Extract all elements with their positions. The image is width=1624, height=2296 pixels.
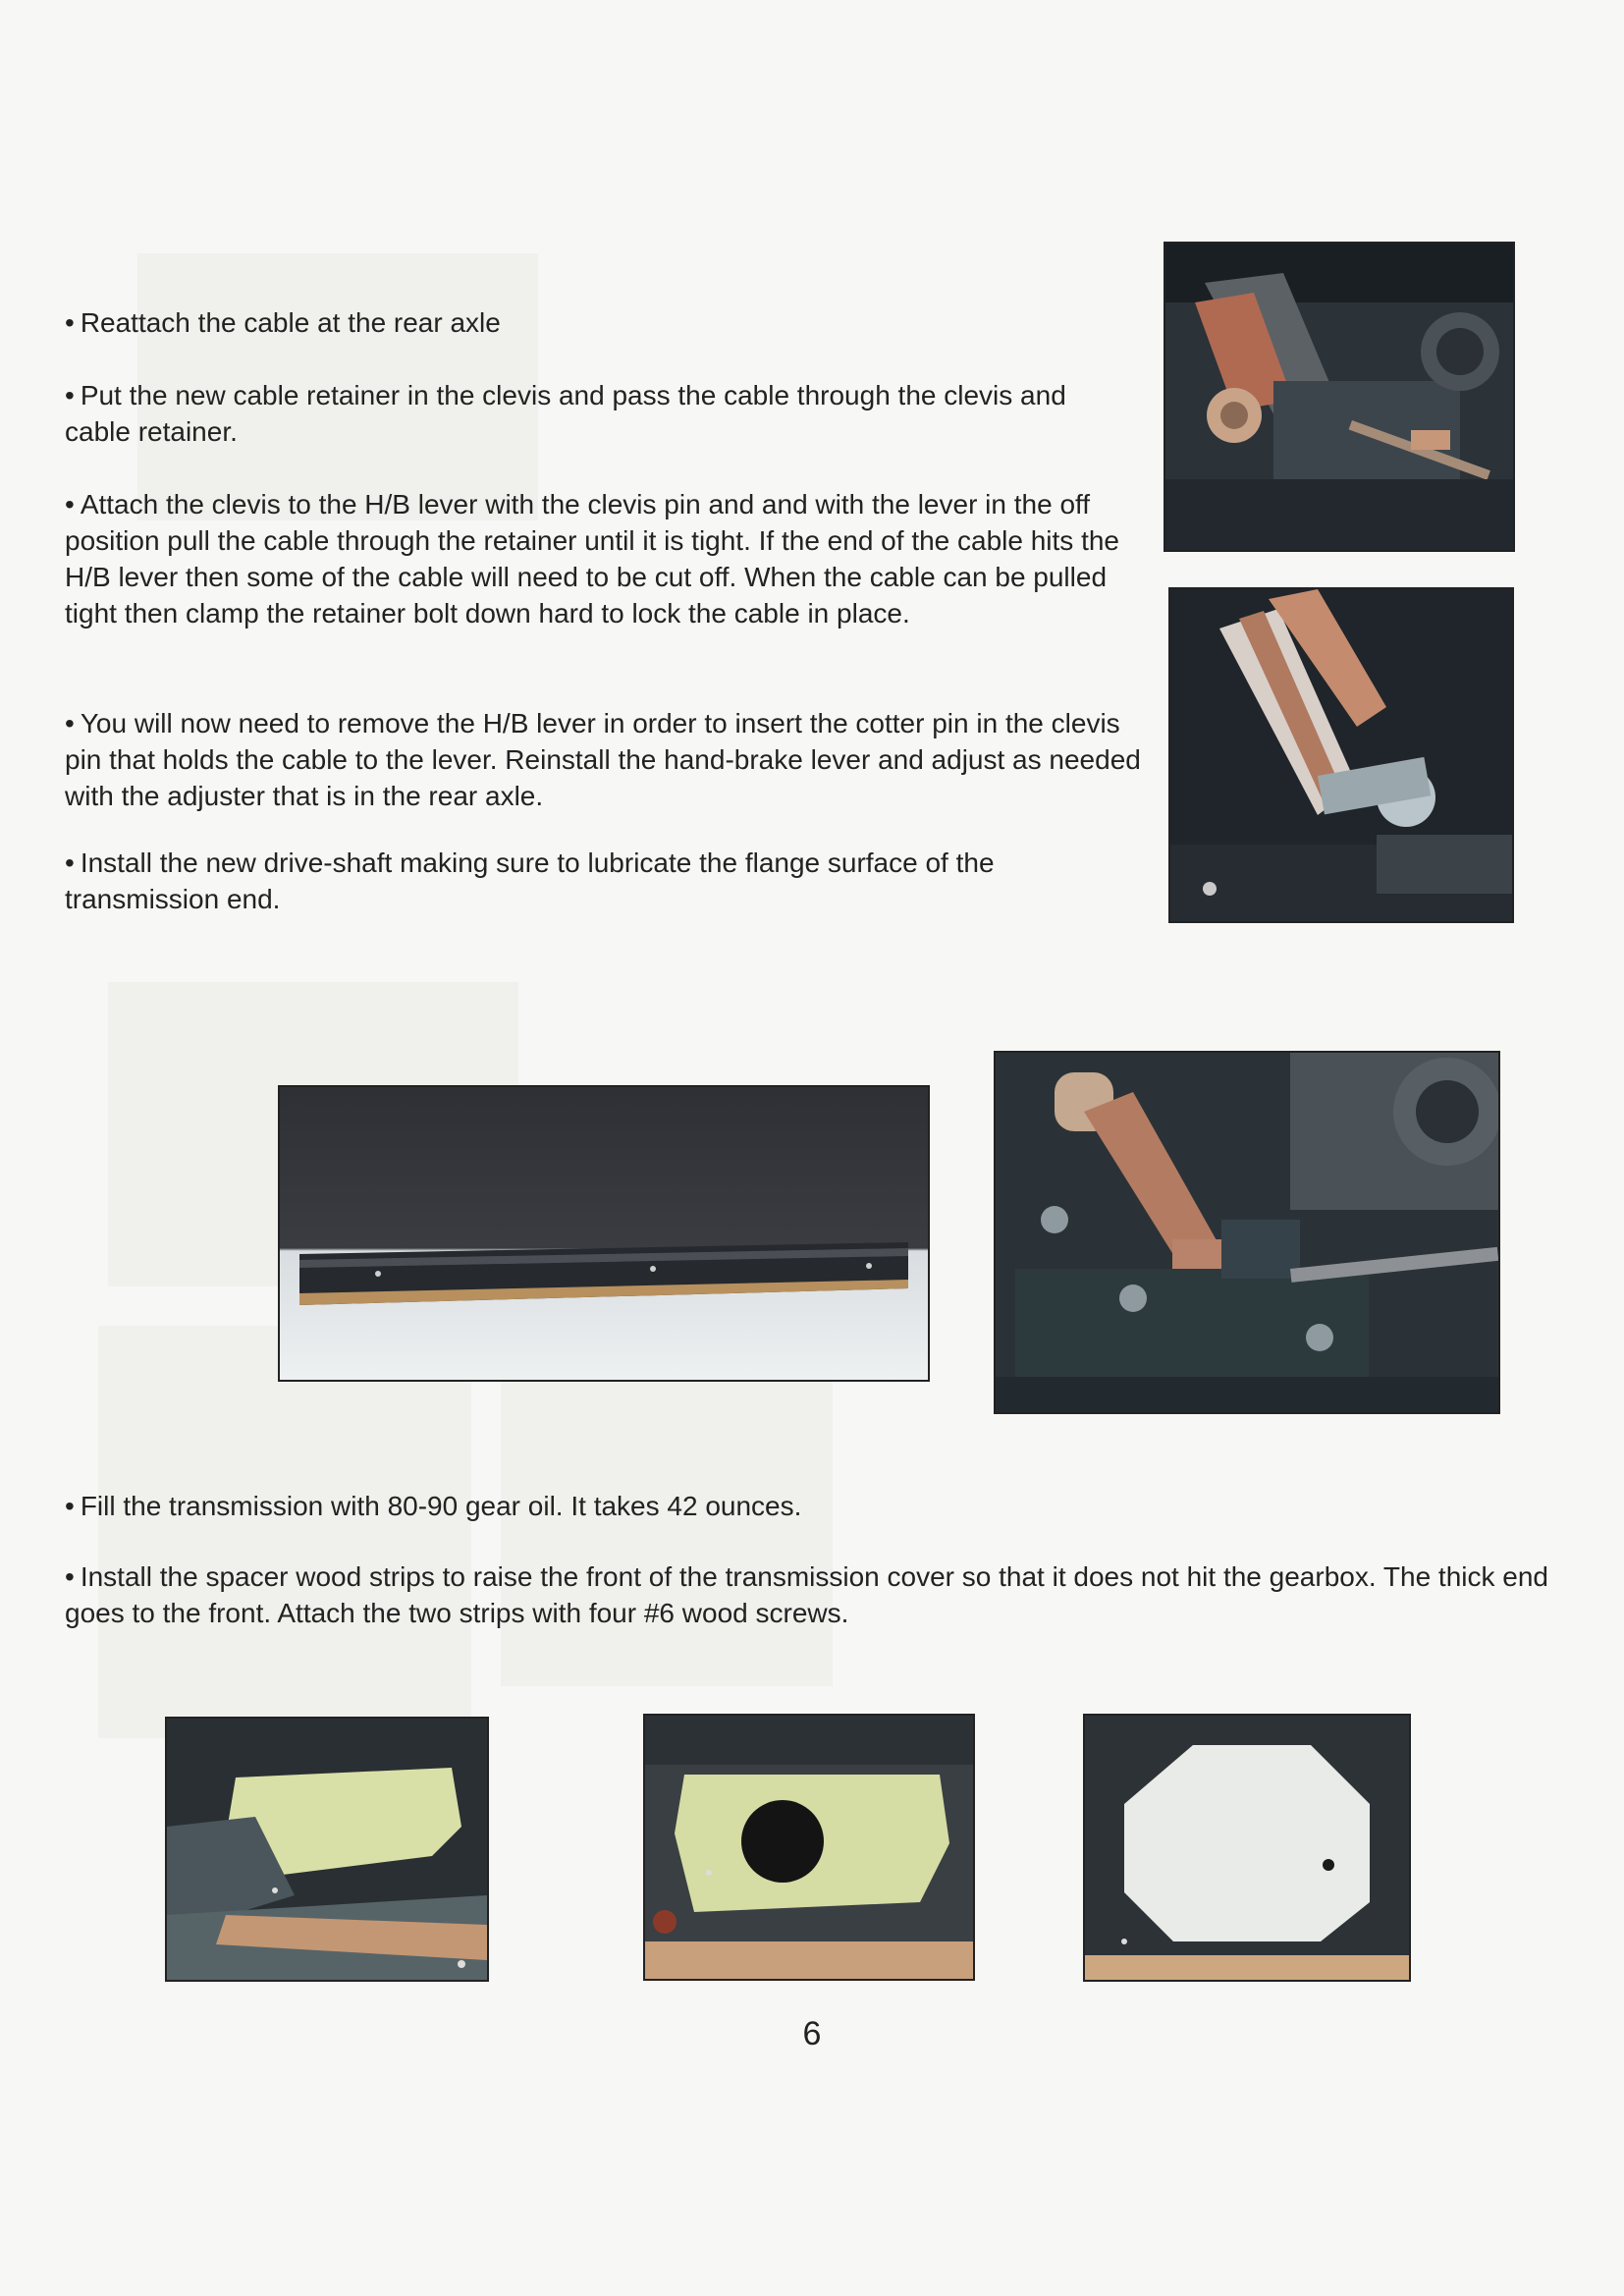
photo-clevis-detail-image [1170,589,1512,921]
photo-handbrake-lever-mounted-image [996,1053,1498,1412]
photo-handbrake-lever-top [1164,242,1515,552]
photo-cover-plate-image [1085,1716,1409,1980]
instruction-spacer-strips: • Install the spacer wood strips to raise the front of the transmission cover so that it does not hit the gearbox. The thick end goes to the front. Attach the two strips with four #6 wood screws. [65,1561,1548,1628]
photo-wood-strip-image [280,1087,928,1380]
photo-template-cover [165,1717,489,1982]
photo-template-cover-image [167,1719,487,1980]
instruction-cable-retainer: • Put the new cable retainer in the clevis and pass the cable through the clevis and cable retainer. [65,380,1066,447]
instruction-reattach-cable: • Reattach the cable at the rear axle [65,307,501,338]
photo-template-with-hole-image [645,1716,973,1979]
photo-handbrake-lever-mounted [994,1051,1500,1414]
bleed-through-image [501,1380,833,1686]
instruction-attach-clevis: • Attach the clevis to the H/B lever with the clevis pin and and with the lever in the off position pull the cable through the retainer until it is tight. If the end of the cable hits the H/B lever then some of the cable will need to be cut off. When the cable can be pulled tight then clamp the retainer bolt down hard to lock the cable in place. [65,489,1120,629]
bleed-through-image [98,1326,471,1738]
photo-template-with-hole [643,1714,975,1981]
photo-wood-strip [278,1085,930,1382]
photo-clevis-detail [1168,587,1514,923]
photo-handbrake-lever-top-image [1165,244,1513,550]
instruction-fill-transmission: • Fill the transmission with 80-90 gear oil. It takes 42 ounces. [65,1491,802,1521]
instruction-cotter-pin: • You will now need to remove the H/B lever in order to insert the cotter pin in the clevis pin that holds the cable to the lever. Reinstall the hand-brake lever and adjust as needed with the adjuster that is in the rear axle. [65,708,1141,811]
photo-cover-plate [1083,1714,1411,1982]
instruction-drive-shaft: • Install the new drive-shaft making sure to lubricate the flange surface of the transmission end. [65,847,995,914]
page-number: 6 [802,2015,822,2052]
